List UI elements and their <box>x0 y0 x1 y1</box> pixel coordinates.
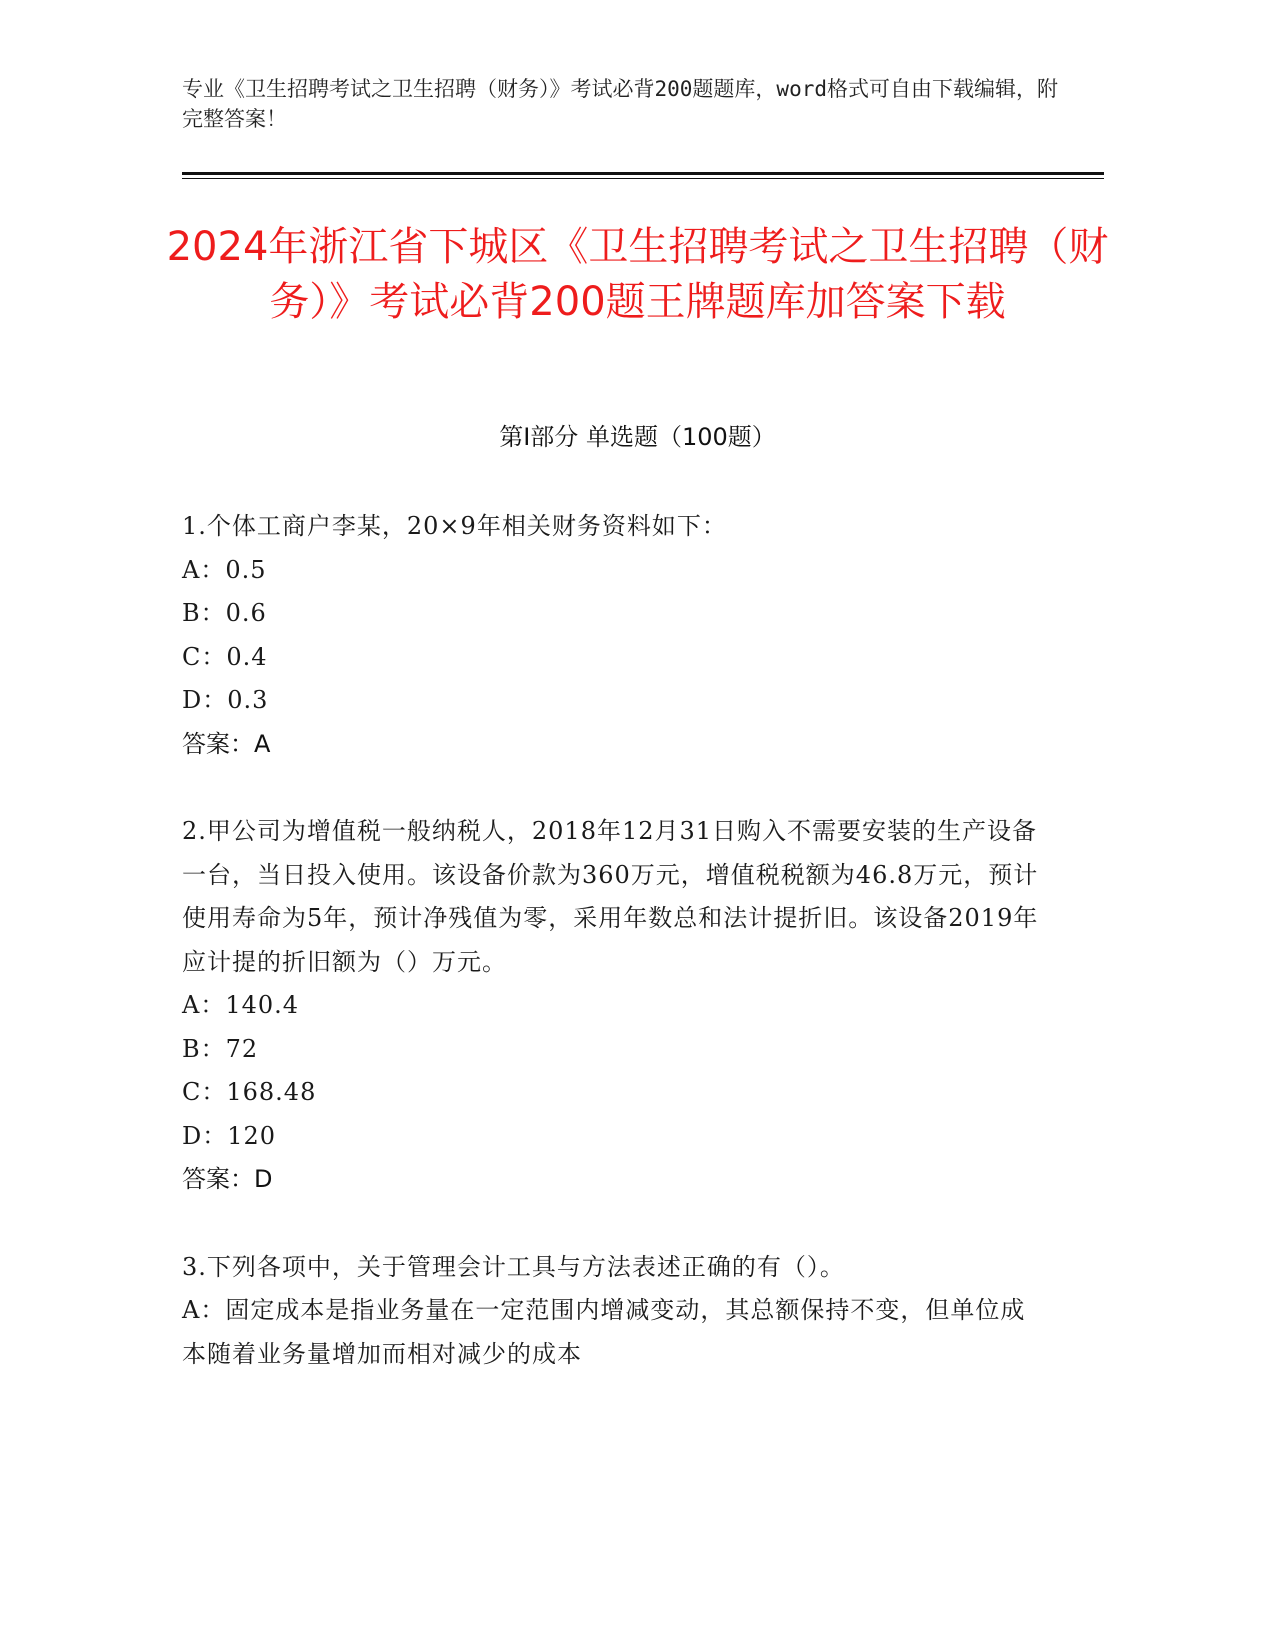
header-note: 专业《卫生招聘考试之卫生招聘（财务）》考试必背200题题库，word格式可自由下载编辑，附完整答案！ <box>182 77 1058 131</box>
question-3 <box>182 1246 1042 1377</box>
question-1 <box>182 505 1042 766</box>
question-stem: 1.个体工商户李某，20×9年相关财务资料如下： <box>182 512 727 540</box>
option-a: A：140.4 <box>182 991 300 1019</box>
option-d: D：0.3 <box>182 686 269 714</box>
option-a: A：固定成本是指业务量在一定范围内增减变动，其总额保持不变，但单位成本随着业务量增加而相对减少的成本 <box>182 1296 1026 1368</box>
option-b: B：72 <box>182 1034 259 1063</box>
option-c: C：168.48 <box>182 1078 317 1106</box>
question-list <box>182 505 1042 1420</box>
header-rule-thin <box>182 178 1104 179</box>
document-title: 2024年浙江省下城区《卫生招聘考试之卫生招聘（财务）》考试必背200题王牌题库加答案下载 <box>166 224 1109 325</box>
option-a: A：0.5 <box>182 555 267 584</box>
option-b: B：0.6 <box>182 599 267 627</box>
option-d: D：120 <box>182 1121 277 1150</box>
question-2 <box>182 810 1042 1202</box>
answer: 答案：D <box>182 1165 273 1193</box>
section-title: 第Ⅰ部分 单选题（100题） <box>499 423 776 451</box>
option-c: C：0.4 <box>182 642 268 671</box>
header-rule-thick <box>182 172 1104 175</box>
question-stem: 2.甲公司为增值税一般纳税人，2018年12月31日购入不需要安装的生产设备一台，当日投入使用。该设备价款为360万元，增值税税额为46.8万元，预计使用寿命为5年，预计净残值为零，采用年数总和法计提折旧。该设备2019年应计提的折旧额为（）万元。 <box>182 817 1039 976</box>
question-stem: 3.下列各项中，关于管理会计工具与方法表述正确的有（）。 <box>182 1252 845 1281</box>
answer: 答案：A <box>182 729 271 758</box>
